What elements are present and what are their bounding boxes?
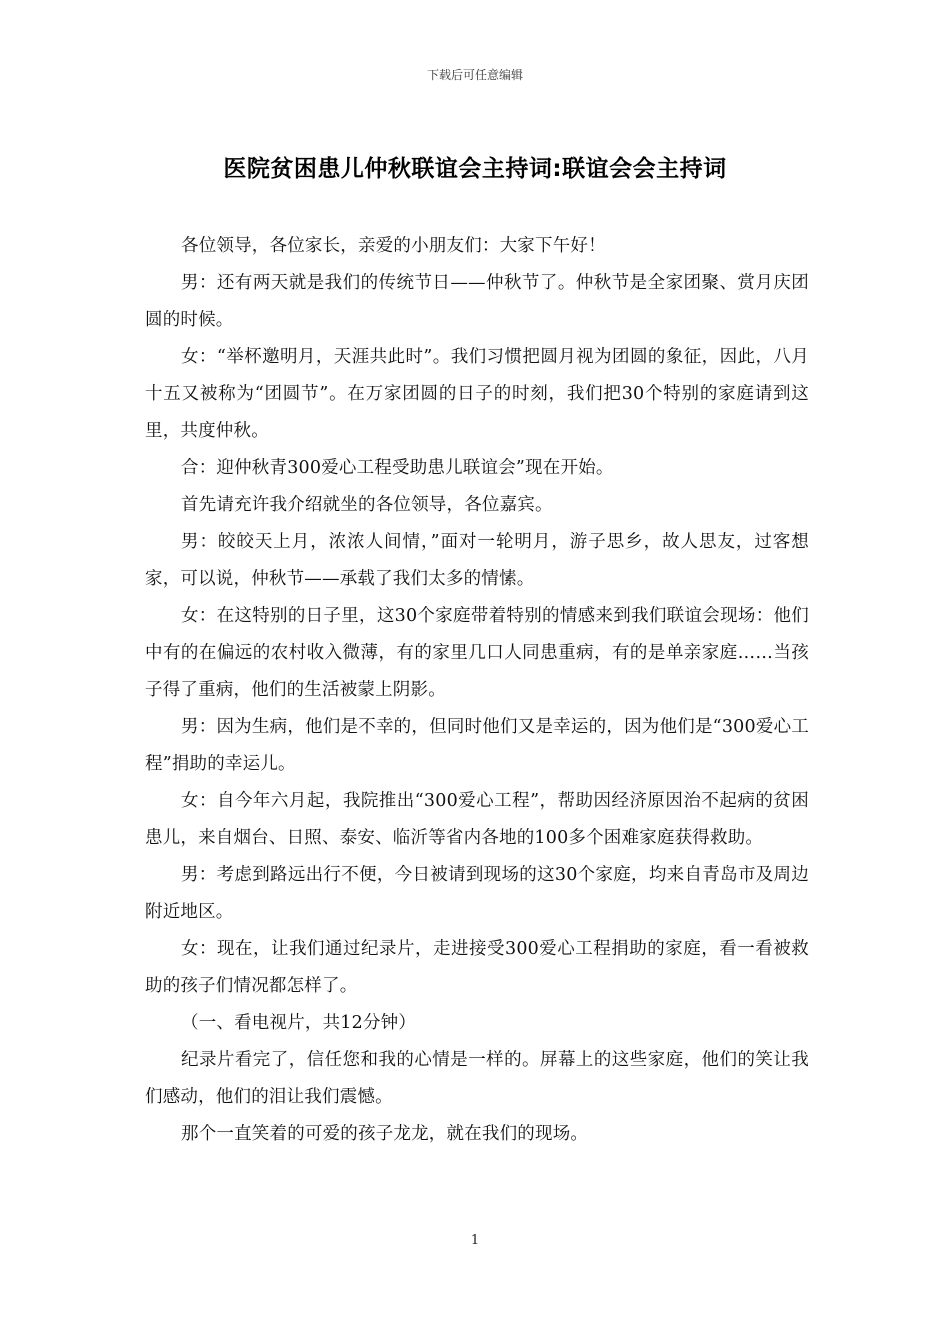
paragraph: 首先请充许我介绍就坐的各位领导，各位嘉宾。 xyxy=(181,495,553,515)
paragraph: 女：在这特别的日子里，这30个家庭带着特别的情感来到我们联谊会现场：他们中有的在偏远的农村收入微薄，有的家里几口人同患重病，有的是单亲家庭……当孩子得了重病，他们的生活被蒙上阴影。 xyxy=(145,606,809,700)
paragraph: 男：考虑到路远出行不便，今日被请到现场的这30个家庭，均来自青岛市及周边附近地区。 xyxy=(145,865,809,922)
document-body xyxy=(145,228,809,1153)
paragraph: 纪录片看完了，信任您和我的心情是一样的。屏幕上的这些家庭，他们的笑让我们感动，他们的泪让我们震憾。 xyxy=(145,1050,809,1107)
paragraph: 女：现在，让我们通过纪录片，走进接受300爱心工程捐助的家庭，看一看被救助的孩子们情况都怎样了。 xyxy=(145,939,809,996)
paragraph: 男：因为生病，他们是不幸的，但同时他们又是幸运的，因为他们是“300爱心工程”捐助的幸运儿。 xyxy=(145,717,809,774)
paragraph: 女：“举杯邀明月，天涯共此时”。我们习惯把圆月视为团圆的象征，因此，八月十五又被称为“团圆节”。在万家团圆的日子的时刻，我们把30个特别的家庭请到这里，共度仲秋。 xyxy=(145,347,809,441)
paragraph: 那个一直笑着的可爱的孩子龙龙，就在我们的现场。 xyxy=(181,1124,589,1144)
paragraph: 女：自今年六月起，我院推出“300爱心工程”，帮助因经济原因治不起病的贫困患儿，来自烟台、日照、泰安、临沂等省内各地的100多个困难家庭获得救助。 xyxy=(145,791,809,848)
paragraph: 各位领导，各位家长，亲爱的小朋友们：大家下午好！ xyxy=(181,236,606,256)
paragraph: 男：还有两天就是我们的传统节日——仲秋节了。仲秋节是全家团聚、赏月庆团圆的时候。 xyxy=(145,273,809,330)
header-note: 下载后可任意编辑 xyxy=(426,68,523,82)
paragraph: （一、看电视片，共12分钟） xyxy=(181,1013,417,1033)
paragraph: 合：迎仲秋青300爱心工程受助患儿联谊会”现在开始。 xyxy=(181,458,614,478)
page-number: 1 xyxy=(470,1233,480,1248)
document-title: 医院贫困患儿仲秋联谊会主持词:联谊会会主持词 xyxy=(223,156,727,182)
paragraph: 男：皎皎天上月，浓浓人间情，”面对一轮明月，游子思乡，故人思友，过客想家，可以说，仲秋节——承载了我们太多的情愫。 xyxy=(145,532,809,589)
